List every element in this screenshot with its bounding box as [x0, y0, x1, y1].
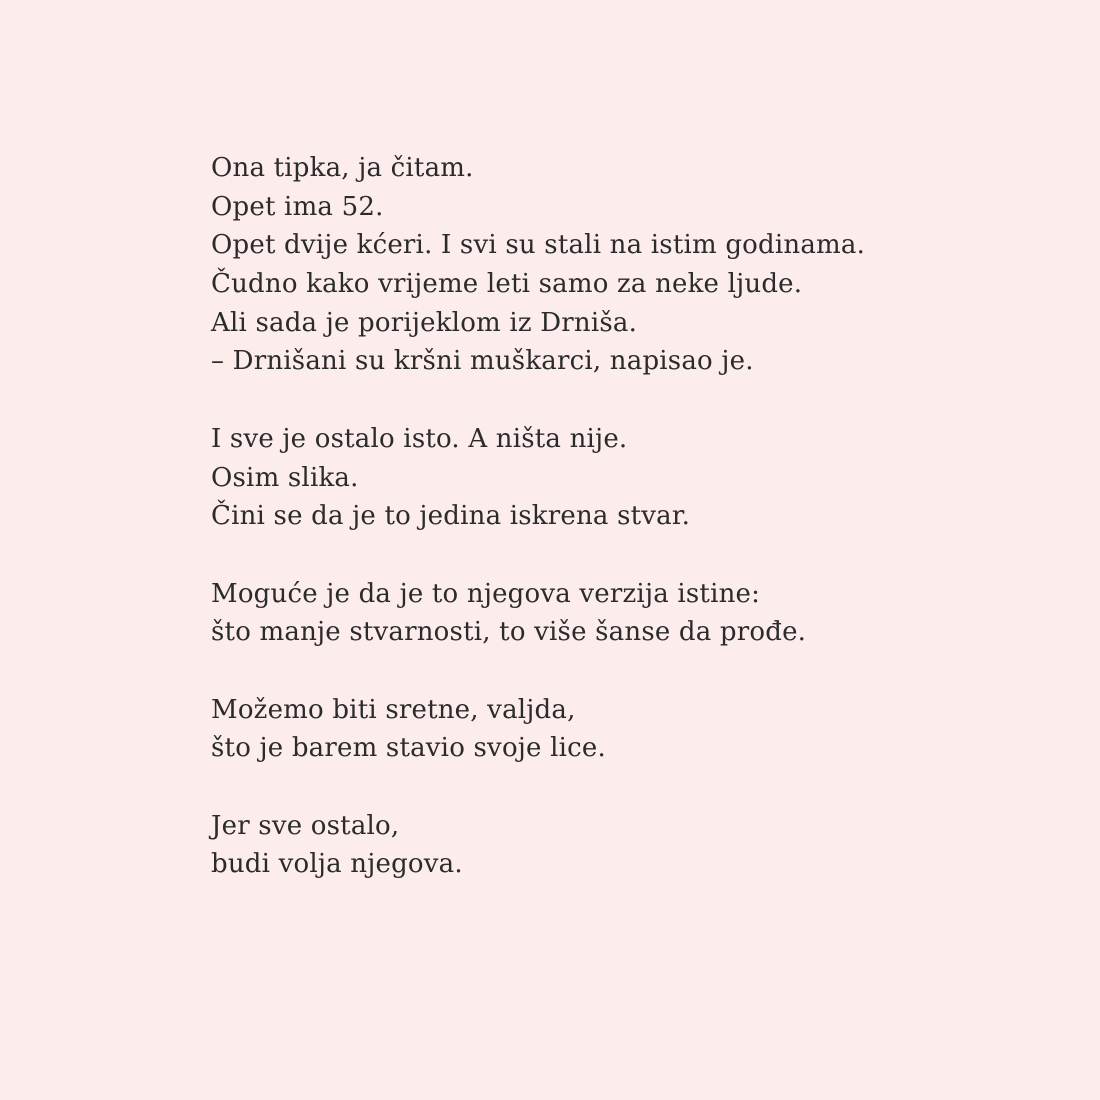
stanza-4 [211, 691, 1031, 768]
poem-line: Jer sve ostalo, [211, 810, 400, 841]
stanza-1 [211, 149, 1031, 381]
poem-line: I sve je ostalo isto. A ništa nije. [211, 423, 628, 454]
poem-line: što manje stvarnosti, to više šanse da prođe. [211, 617, 807, 648]
poem-line: Opet ima 52. [211, 191, 384, 222]
stanza-3 [211, 575, 1031, 652]
poem-line: što je barem stavio svoje lice. [211, 733, 606, 764]
poem-text [211, 149, 1031, 923]
poem-line: Osim slika. [211, 462, 359, 493]
stanza-5 [211, 807, 1031, 884]
poem-line: Ona tipka, ja čitam. [211, 153, 474, 183]
poem-line: Opet dvije kćeri. I svi su stali na istim godinama. [211, 230, 866, 261]
poem-line: budi volja njegova. [211, 849, 463, 880]
poem-line: Moguće je da je to njegova verzija istine: [211, 578, 761, 609]
poem-line: – Drnišani su kršni muškarci, napisao je. [211, 346, 754, 377]
poem-line: Čudno kako vrijeme leti samo za neke ljude. [211, 269, 803, 300]
poem-line: Ali sada je porijeklom iz Drniša. [211, 307, 638, 338]
poem-line: Možemo biti sretne, valjda, [211, 694, 576, 725]
stanza-2 [211, 420, 1031, 536]
poem-line: Čini se da je to jedina iskrena stvar. [211, 501, 691, 532]
